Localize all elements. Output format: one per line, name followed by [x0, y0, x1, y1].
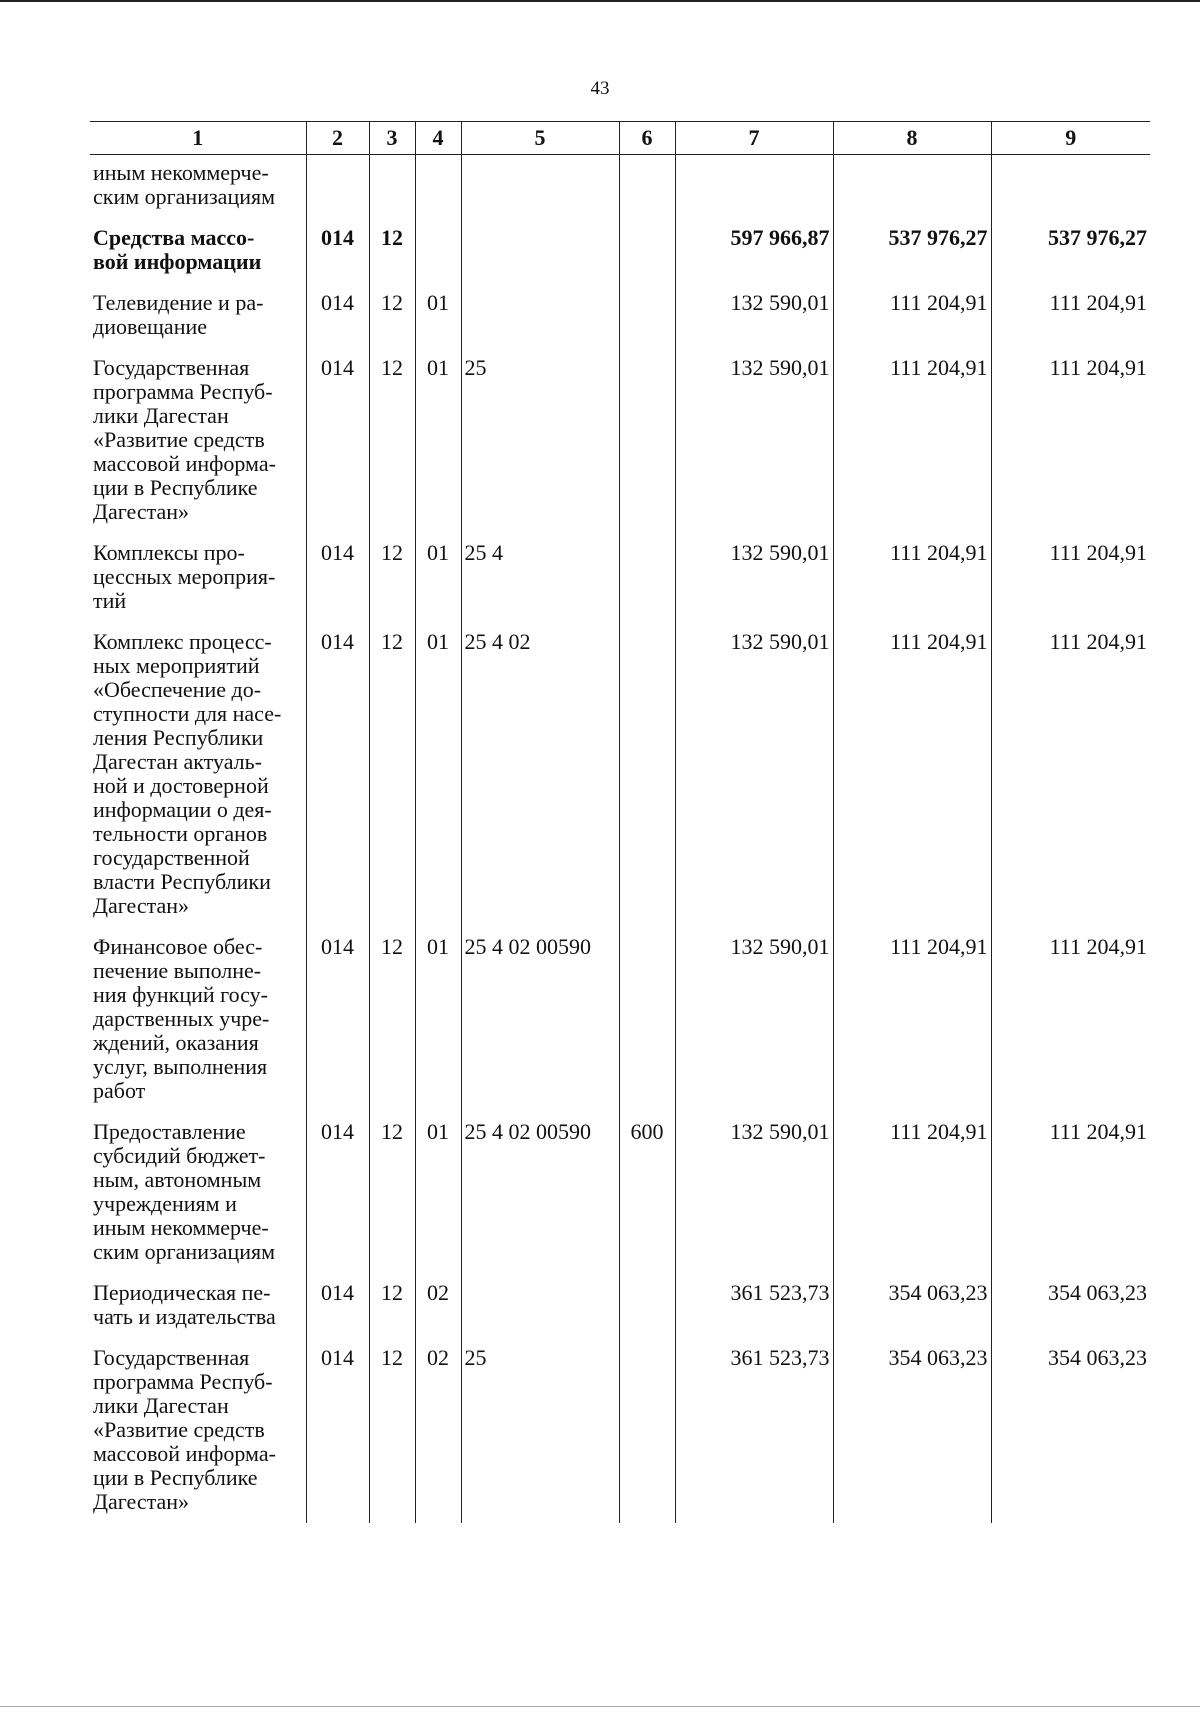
header-cell: 3: [369, 122, 415, 155]
amount-col9-cell: 354 063,23: [991, 1273, 1150, 1338]
table-row: [90, 155, 1150, 219]
row-name-cell: Телевидение и ра- диовещание: [93, 290, 264, 339]
program-code-cell: 25 4 02 00590: [461, 1112, 619, 1273]
table-row: [90, 218, 1150, 283]
header-cell: 7: [675, 122, 833, 155]
subsection-code-cell: [415, 155, 461, 219]
amount-col7-cell: 132 590,01: [675, 1112, 833, 1273]
header-cell: 5: [461, 122, 619, 155]
amount-col7-cell: 132 590,01: [675, 927, 833, 1112]
amount-col7-cell: [675, 155, 833, 219]
program-code-cell: [461, 283, 619, 348]
admin-code-cell: 014: [306, 348, 369, 533]
amount-col8-cell: 354 063,23: [833, 1273, 991, 1338]
admin-code-cell: 014: [306, 1273, 369, 1338]
table-row: [90, 1273, 1150, 1338]
admin-code-cell: 014: [306, 218, 369, 283]
row-name-cell: Государственная программа Респуб- лики Дагестан «Развитие средств массовой информа- ции в Республике Дагестан»: [93, 355, 276, 524]
table-row: [90, 927, 1150, 1112]
section-code-cell: 12: [369, 218, 415, 283]
subsection-code-cell: 02: [415, 1338, 461, 1523]
row-name-cell: Средства массо- вой информации: [93, 225, 262, 274]
table-body: [90, 155, 1150, 1524]
header-cell: 2: [306, 122, 369, 155]
section-code-cell: 12: [369, 927, 415, 1112]
expense-type-cell: [619, 1273, 675, 1338]
subsection-code-cell: 01: [415, 927, 461, 1112]
header-cell: 4: [415, 122, 461, 155]
amount-col9-cell: [991, 155, 1150, 219]
admin-code-cell: [306, 155, 369, 219]
expense-type-cell: [619, 927, 675, 1112]
amount-col8-cell: 111 204,91: [833, 348, 991, 533]
row-name-cell: иным некоммерче- ским организациям: [93, 160, 276, 209]
row-name-cell: Периодическая пе- чать и издательства: [93, 1280, 276, 1329]
amount-col7-cell: 132 590,01: [675, 348, 833, 533]
expense-type-cell: [619, 218, 675, 283]
section-code-cell: 12: [369, 622, 415, 927]
expense-type-cell: [619, 622, 675, 927]
row-name-cell: Предоставление субсидий бюджет- ным, автономным учреждениям и иным некоммерче- ским организациям: [93, 1119, 276, 1264]
table-row: [90, 1338, 1150, 1523]
amount-col9-cell: 354 063,23: [991, 1338, 1150, 1523]
program-code-cell: 25: [461, 1338, 619, 1523]
bottom-border-line: [0, 1706, 1200, 1707]
amount-col9-cell: 111 204,91: [991, 533, 1150, 622]
table-row: [90, 283, 1150, 348]
section-code-cell: 12: [369, 1338, 415, 1523]
subsection-code-cell: 01: [415, 533, 461, 622]
top-border-line: [0, 0, 1200, 2]
admin-code-cell: 014: [306, 283, 369, 348]
header-cell: 1: [90, 122, 306, 155]
program-code-cell: 25 4 02: [461, 622, 619, 927]
row-name-cell: Финансовое обес- печение выполне- ния функций госу- дарственных учре- ждений, оказания услуг, выполнения работ: [93, 934, 270, 1103]
amount-col7-cell: 132 590,01: [675, 533, 833, 622]
subsection-code-cell: 01: [415, 1112, 461, 1273]
expense-type-cell: [619, 155, 675, 219]
expense-type-cell: [619, 283, 675, 348]
admin-code-cell: 014: [306, 533, 369, 622]
amount-col9-cell: 111 204,91: [991, 283, 1150, 348]
program-code-cell: [461, 155, 619, 219]
budget-table: [90, 121, 1150, 1523]
subsection-code-cell: [415, 218, 461, 283]
amount-col8-cell: 111 204,91: [833, 533, 991, 622]
amount-col9-cell: 111 204,91: [991, 622, 1150, 927]
amount-col9-cell: 537 976,27: [991, 218, 1150, 283]
amount-col8-cell: 111 204,91: [833, 927, 991, 1112]
section-code-cell: 12: [369, 283, 415, 348]
amount-col7-cell: 361 523,73: [675, 1273, 833, 1338]
table-row: [90, 622, 1150, 927]
amount-col9-cell: 111 204,91: [991, 348, 1150, 533]
section-code-cell: [369, 155, 415, 219]
row-name-cell: Государственная программа Респуб- лики Дагестан «Развитие средств массовой информа- ции в Республике Дагестан»: [93, 1345, 276, 1514]
amount-col8-cell: [833, 155, 991, 219]
page-number: 43: [590, 78, 610, 99]
program-code-cell: [461, 218, 619, 283]
amount-col8-cell: 111 204,91: [833, 622, 991, 927]
program-code-cell: 25 4: [461, 533, 619, 622]
amount-col7-cell: 597 966,87: [675, 218, 833, 283]
amount-col9-cell: 111 204,91: [991, 1112, 1150, 1273]
amount-col8-cell: 354 063,23: [833, 1338, 991, 1523]
row-name-cell: Комплексы про- цессных мероприя- тий: [93, 540, 276, 613]
admin-code-cell: 014: [306, 622, 369, 927]
admin-code-cell: 014: [306, 1112, 369, 1273]
amount-col7-cell: 132 590,01: [675, 622, 833, 927]
header-row: [90, 122, 1150, 155]
program-code-cell: 25: [461, 348, 619, 533]
section-code-cell: 12: [369, 1112, 415, 1273]
program-code-cell: [461, 1273, 619, 1338]
table-row: [90, 348, 1150, 533]
subsection-code-cell: 02: [415, 1273, 461, 1338]
section-code-cell: 12: [369, 533, 415, 622]
table-row: [90, 533, 1150, 622]
subsection-code-cell: 01: [415, 348, 461, 533]
row-name-cell: Комплекс процесс- ных мероприятий «Обеспечение до- ступности для насе- ления Республики Дагестан актуаль- ной и достоверной информации о дея- тельности органов государственной власти Республики Дагестан»: [93, 629, 282, 918]
amount-col8-cell: 537 976,27: [833, 218, 991, 283]
section-code-cell: 12: [369, 348, 415, 533]
admin-code-cell: 014: [306, 927, 369, 1112]
expense-type-cell: [619, 533, 675, 622]
expense-type-cell: [619, 348, 675, 533]
amount-col9-cell: 111 204,91: [991, 927, 1150, 1112]
table-row: [90, 1112, 1150, 1273]
amount-col7-cell: 132 590,01: [675, 283, 833, 348]
amount-col7-cell: 361 523,73: [675, 1338, 833, 1523]
subsection-code-cell: 01: [415, 622, 461, 927]
expense-type-cell: [619, 1338, 675, 1523]
header-cell: 9: [991, 122, 1150, 155]
subsection-code-cell: 01: [415, 283, 461, 348]
header-cell: 8: [833, 122, 991, 155]
amount-col8-cell: 111 204,91: [833, 283, 991, 348]
header-cell: 6: [619, 122, 675, 155]
amount-col8-cell: 111 204,91: [833, 1112, 991, 1273]
expense-type-cell: 600: [619, 1112, 675, 1273]
program-code-cell: 25 4 02 00590: [461, 927, 619, 1112]
section-code-cell: 12: [369, 1273, 415, 1338]
admin-code-cell: 014: [306, 1338, 369, 1523]
